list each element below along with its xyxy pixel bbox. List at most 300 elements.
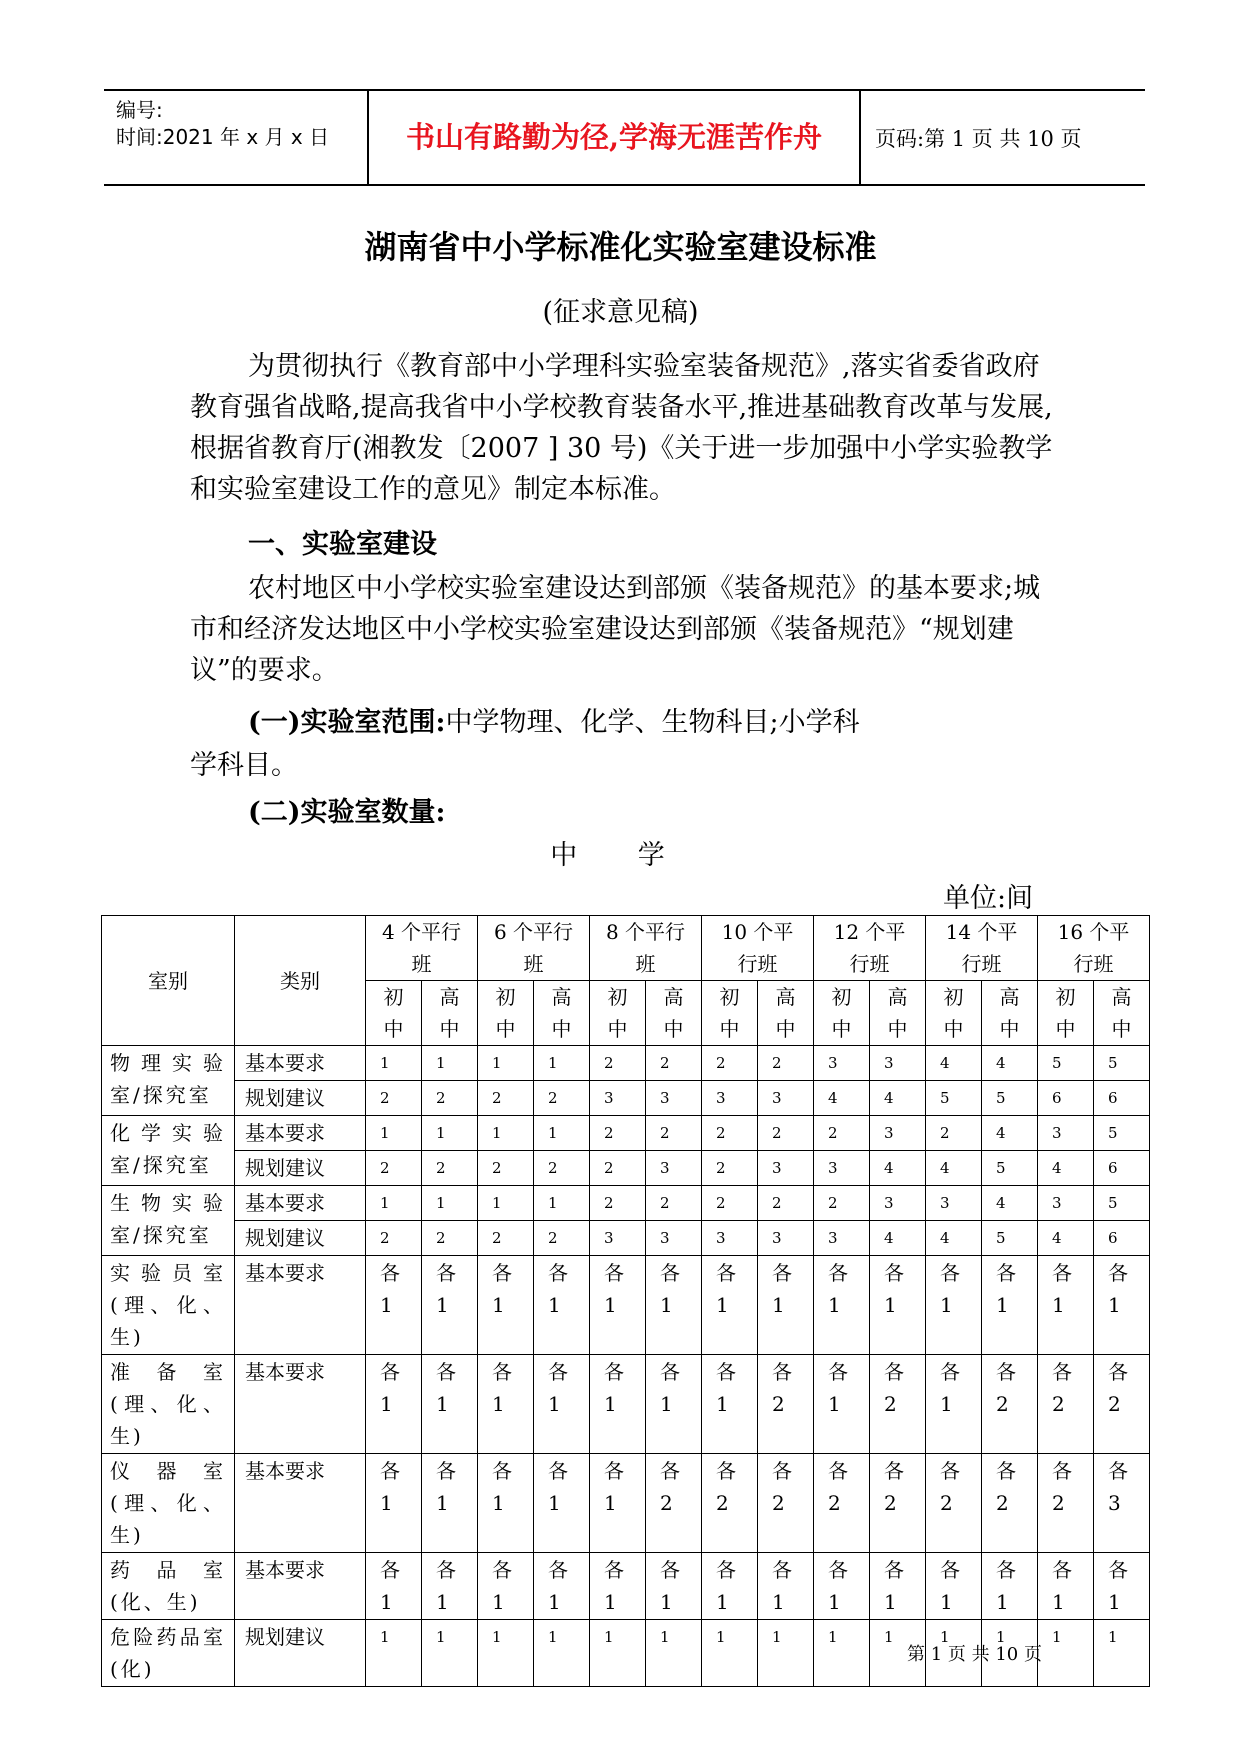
quantity-cell: 2 — [814, 1186, 870, 1221]
quantity-cell — [590, 1454, 646, 1553]
quantity-value: 1 — [436, 1293, 449, 1317]
col-header-level-char: 中 — [999, 1017, 1020, 1041]
col-header-level-char: 中 — [607, 1017, 628, 1041]
quantity-each-char: 各 — [828, 1261, 848, 1285]
section-heading: 一、实验室建设 — [248, 529, 437, 560]
quantity-value: 2 — [1108, 1392, 1121, 1416]
quantity-cell — [478, 1553, 534, 1620]
header-meta-cell — [104, 91, 369, 184]
quantity-cell: 4 — [926, 1151, 982, 1186]
col-header-level-char: 中 — [439, 1017, 460, 1041]
quantity-value: 1 — [1108, 1293, 1121, 1317]
section-paragraph: 农村地区中小学校实验室建设达到部颁《装备规范》的基本要求;城市和经济发达地区中小学校实验室建设达到部颁《装备规范》“规划建议”的要求。 — [190, 573, 1041, 686]
col-header-type: 类别 — [235, 916, 366, 1046]
quantity-cell — [534, 1454, 590, 1553]
quantity-value: 1 — [716, 1293, 729, 1317]
quantity-cell: 3 — [590, 1221, 646, 1256]
quantity-cell — [1094, 1355, 1150, 1454]
room-name-cell: 危险药品室(化) — [102, 1620, 235, 1687]
col-header-level-char: 高 — [887, 985, 908, 1009]
quantity-cell — [422, 1256, 478, 1355]
col-header-level — [982, 981, 1038, 1046]
quantity-cell: 6 — [1038, 1081, 1094, 1116]
quantity-value: 2 — [884, 1392, 897, 1416]
quantity-value: 3 — [1108, 1491, 1121, 1515]
col-header-level-char: 高 — [551, 985, 572, 1009]
quantity-value: 1 — [884, 1590, 897, 1614]
quantity-each-char: 各 — [380, 1459, 400, 1483]
quantity-cell: 4 — [870, 1221, 926, 1256]
table-header-row — [102, 916, 1150, 981]
quantity-cell — [478, 1355, 534, 1454]
quantity-cell — [422, 1355, 478, 1454]
quantity-cell: 1 — [478, 1046, 534, 1081]
quantity-cell: 1 — [534, 1046, 590, 1081]
col-header-group-line1: 8 个平行 — [605, 920, 686, 944]
quantity-cell: 3 — [1038, 1116, 1094, 1151]
quantity-cell: 1 — [422, 1620, 478, 1687]
quantity-value: 1 — [548, 1293, 561, 1317]
quantity-each-char: 各 — [604, 1558, 624, 1582]
quantity-each-char: 各 — [996, 1459, 1016, 1483]
quantity-value: 1 — [436, 1491, 449, 1515]
quantity-value: 1 — [660, 1293, 673, 1317]
quantity-value: 1 — [380, 1491, 393, 1515]
quantity-cell — [646, 1553, 702, 1620]
quantity-cell: 1 — [1038, 1620, 1094, 1687]
quantity-each-char: 各 — [940, 1459, 960, 1483]
col-header-group-line2: 行班 — [961, 952, 1002, 976]
quantity-cell: 3 — [1038, 1186, 1094, 1221]
room-name-cell: 药品室(化、生) — [102, 1553, 235, 1620]
quantity-each-char: 各 — [548, 1261, 568, 1285]
quantity-cell: 2 — [590, 1186, 646, 1221]
col-header-level-char: 中 — [495, 1017, 516, 1041]
quantity-cell — [366, 1355, 422, 1454]
quantity-cell: 2 — [422, 1221, 478, 1256]
quantity-each-char: 各 — [772, 1261, 792, 1285]
col-header-level — [590, 981, 646, 1046]
quantity-cell: 5 — [1094, 1186, 1150, 1221]
quantity-heading: (二)实验室数量: — [248, 797, 446, 828]
quantity-value: 1 — [436, 1392, 449, 1416]
quantity-value: 1 — [940, 1590, 953, 1614]
table-row — [102, 1553, 1150, 1620]
col-header-level — [478, 981, 534, 1046]
quantity-cell: 2 — [758, 1116, 814, 1151]
col-header-group — [702, 916, 814, 981]
quantity-cell: 1 — [702, 1620, 758, 1687]
col-header-level — [926, 981, 982, 1046]
quantity-value: 1 — [492, 1293, 505, 1317]
quantity-cell: 2 — [590, 1046, 646, 1081]
col-header-group — [926, 916, 1038, 981]
quantity-cell: 2 — [646, 1186, 702, 1221]
quantity-cell: 2 — [478, 1151, 534, 1186]
quantity-cell: 2 — [758, 1186, 814, 1221]
quantity-cell: 2 — [702, 1046, 758, 1081]
table-row — [102, 1186, 1150, 1221]
quantity-cell — [590, 1256, 646, 1355]
col-header-level-char: 中 — [719, 1017, 740, 1041]
quantity-value: 1 — [1052, 1293, 1065, 1317]
category-cell: 规划建议 — [235, 1620, 366, 1687]
quantity-value: 1 — [660, 1590, 673, 1614]
quantity-each-char: 各 — [604, 1261, 624, 1285]
quantity-each-char: 各 — [492, 1261, 512, 1285]
header-motto: 书山有路勤为径,学海无涯苦作舟 — [405, 120, 823, 154]
document-time-label: 时间:2021 年 x 月 x 日 — [116, 125, 330, 149]
quantity-cell — [534, 1355, 590, 1454]
col-header-room: 室别 — [102, 916, 235, 1046]
quantity-cell: 3 — [870, 1186, 926, 1221]
col-header-level-char: 中 — [831, 1017, 852, 1041]
quantity-value: 1 — [828, 1293, 841, 1317]
table-row — [102, 1221, 1150, 1256]
quantity-value: 1 — [380, 1293, 393, 1317]
col-header-level-char: 高 — [439, 985, 460, 1009]
quantity-cell — [926, 1256, 982, 1355]
quantity-cell: 2 — [478, 1221, 534, 1256]
quantity-value: 1 — [940, 1293, 953, 1317]
quantity-cell — [926, 1355, 982, 1454]
quantity-cell — [1038, 1256, 1094, 1355]
room-name-cell: 化学实验室/探究室 — [102, 1116, 235, 1186]
quantity-cell: 2 — [702, 1151, 758, 1186]
quantity-value: 2 — [772, 1491, 785, 1515]
quantity-cell — [422, 1553, 478, 1620]
quantity-cell — [1038, 1454, 1094, 1553]
quantity-cell — [1094, 1553, 1150, 1620]
quantity-cell — [814, 1454, 870, 1553]
quantity-cell — [926, 1553, 982, 1620]
quantity-cell: 1 — [478, 1186, 534, 1221]
quantity-cell — [366, 1553, 422, 1620]
table-caption: 中 学 — [550, 840, 691, 871]
quantity-cell: 2 — [590, 1151, 646, 1186]
quantity-cell: 6 — [1094, 1151, 1150, 1186]
table-row — [102, 1151, 1150, 1186]
quantity-each-char: 各 — [436, 1360, 456, 1384]
quantity-value: 1 — [548, 1590, 561, 1614]
page-footer: 第 1 页 共 10 页 — [907, 1644, 1042, 1665]
quantity-cell: 2 — [534, 1151, 590, 1186]
quantity-each-char: 各 — [996, 1558, 1016, 1582]
quantity-value: 1 — [548, 1491, 561, 1515]
quantity-each-char: 各 — [884, 1558, 904, 1582]
col-header-group-line1: 6 个平行 — [493, 920, 574, 944]
col-header-level-char: 初 — [607, 985, 628, 1009]
quantity-cell — [702, 1355, 758, 1454]
document-subtitle: (征求意见稿) — [542, 297, 699, 328]
quantity-cell: 2 — [926, 1116, 982, 1151]
quantity-each-char: 各 — [772, 1459, 792, 1483]
quantity-each-char: 各 — [380, 1261, 400, 1285]
quantity-value: 2 — [772, 1392, 785, 1416]
quantity-value: 1 — [436, 1590, 449, 1614]
quantity-cell: 6 — [1094, 1081, 1150, 1116]
quantity-each-char: 各 — [492, 1360, 512, 1384]
quantity-each-char: 各 — [716, 1558, 736, 1582]
quantity-cell: 2 — [758, 1046, 814, 1081]
category-cell: 基本要求 — [235, 1553, 366, 1620]
quantity-cell: 3 — [814, 1046, 870, 1081]
col-header-level — [534, 981, 590, 1046]
quantity-cell: 3 — [646, 1081, 702, 1116]
quantity-each-char: 各 — [772, 1558, 792, 1582]
quantity-value: 1 — [772, 1590, 785, 1614]
quantity-each-char: 各 — [716, 1261, 736, 1285]
col-header-level-char: 中 — [943, 1017, 964, 1041]
quantity-cell: 1 — [814, 1620, 870, 1687]
quantity-cell: 3 — [702, 1081, 758, 1116]
quantity-cell: 2 — [590, 1116, 646, 1151]
quantity-cell: 2 — [534, 1221, 590, 1256]
category-cell: 规划建议 — [235, 1151, 366, 1186]
unit-label: 单位:间 — [943, 883, 1034, 914]
col-header-level-char: 中 — [663, 1017, 684, 1041]
quantity-each-char: 各 — [940, 1360, 960, 1384]
scope-text-continued: 学科目。 — [190, 750, 298, 781]
quantity-value: 1 — [1052, 1590, 1065, 1614]
quantity-cell: 5 — [1094, 1116, 1150, 1151]
quantity-value: 1 — [380, 1590, 393, 1614]
col-header-group — [366, 916, 478, 981]
quantity-cell: 2 — [478, 1081, 534, 1116]
col-header-group-line2: 行班 — [737, 952, 778, 976]
quantity-cell: 1 — [534, 1116, 590, 1151]
col-header-level — [758, 981, 814, 1046]
category-cell: 规划建议 — [235, 1221, 366, 1256]
quantity-value: 1 — [716, 1392, 729, 1416]
quantity-value: 2 — [828, 1491, 841, 1515]
quantity-each-char: 各 — [660, 1360, 680, 1384]
quantity-cell: 1 — [758, 1620, 814, 1687]
quantity-cell: 3 — [646, 1151, 702, 1186]
col-header-group-line1: 4 个平行 — [381, 920, 462, 944]
quantity-cell: 5 — [926, 1081, 982, 1116]
quantity-cell: 3 — [870, 1116, 926, 1151]
quantity-each-char: 各 — [1108, 1558, 1128, 1582]
quantity-each-char: 各 — [1108, 1360, 1128, 1384]
quantity-cell — [1038, 1355, 1094, 1454]
quantity-cell: 1 — [646, 1620, 702, 1687]
quantity-cell: 1 — [870, 1620, 926, 1687]
quantity-value: 2 — [660, 1491, 673, 1515]
quantity-cell: 3 — [814, 1221, 870, 1256]
col-header-group — [590, 916, 702, 981]
quantity-cell: 5 — [982, 1151, 1038, 1186]
quantity-cell — [814, 1553, 870, 1620]
quantity-each-char: 各 — [660, 1558, 680, 1582]
quantity-cell: 2 — [422, 1151, 478, 1186]
quantity-cell — [646, 1256, 702, 1355]
quantity-cell — [870, 1256, 926, 1355]
quantity-cell: 5 — [982, 1221, 1038, 1256]
quantity-cell — [758, 1454, 814, 1553]
quantity-cell — [422, 1454, 478, 1553]
col-header-level-char: 中 — [1111, 1017, 1132, 1041]
quantity-cell: 4 — [982, 1116, 1038, 1151]
quantity-cell — [870, 1553, 926, 1620]
quantity-each-char: 各 — [548, 1360, 568, 1384]
col-header-level-char: 高 — [999, 985, 1020, 1009]
category-cell: 基本要求 — [235, 1256, 366, 1355]
lab-quantity-table — [101, 915, 1150, 1687]
quantity-cell: 4 — [870, 1081, 926, 1116]
quantity-each-char: 各 — [380, 1360, 400, 1384]
quantity-cell: 1 — [590, 1620, 646, 1687]
quantity-cell — [478, 1256, 534, 1355]
quantity-cell: 1 — [926, 1620, 982, 1687]
quantity-value: 1 — [492, 1392, 505, 1416]
quantity-cell: 4 — [982, 1046, 1038, 1081]
col-header-level — [870, 981, 926, 1046]
col-header-level-char: 高 — [775, 985, 796, 1009]
quantity-value: 1 — [884, 1293, 897, 1317]
header-motto-cell — [369, 91, 861, 184]
intro-paragraph: 为贯彻执行《教育部中小学理科实验室装备规范》,落实省委省政府教育强省战略,提高我省中小学校教育装备水平,推进基础教育改革与发展,根据省教育厅(湘教发〔2007 ] 30 号)《关于进一步加强中小学实验教学和实验室建设工作的意见》制定本标准。 — [190, 351, 1053, 505]
quantity-cell: 3 — [926, 1186, 982, 1221]
quantity-cell: 2 — [366, 1151, 422, 1186]
quantity-each-char: 各 — [940, 1558, 960, 1582]
quantity-each-char: 各 — [604, 1360, 624, 1384]
quantity-each-char: 各 — [436, 1558, 456, 1582]
col-header-group-line2: 行班 — [849, 952, 890, 976]
quantity-each-char: 各 — [660, 1261, 680, 1285]
category-cell: 基本要求 — [235, 1355, 366, 1454]
col-header-group-line1: 10 个平 — [721, 920, 794, 944]
quantity-each-char: 各 — [1052, 1558, 1072, 1582]
quantity-cell — [870, 1454, 926, 1553]
quantity-cell: 2 — [366, 1221, 422, 1256]
quantity-each-char: 各 — [884, 1459, 904, 1483]
quantity-each-char: 各 — [716, 1459, 736, 1483]
quantity-value: 1 — [828, 1392, 841, 1416]
category-cell: 基本要求 — [235, 1186, 366, 1221]
quantity-value: 1 — [604, 1293, 617, 1317]
quantity-cell: 1 — [534, 1620, 590, 1687]
quantity-value: 2 — [996, 1491, 1009, 1515]
quantity-cell: 1 — [422, 1046, 478, 1081]
quantity-each-char: 各 — [996, 1360, 1016, 1384]
quantity-cell: 4 — [814, 1081, 870, 1116]
quantity-cell — [1038, 1553, 1094, 1620]
quantity-each-char: 各 — [996, 1261, 1016, 1285]
quantity-cell: 5 — [1094, 1046, 1150, 1081]
quantity-cell — [870, 1355, 926, 1454]
scope-line — [248, 700, 860, 739]
table-row — [102, 1046, 1150, 1081]
header-page-info: 页码:第 1 页 共 10 页 — [875, 127, 1082, 151]
quantity-value: 1 — [828, 1590, 841, 1614]
quantity-cell — [1094, 1256, 1150, 1355]
quantity-each-char: 各 — [1052, 1261, 1072, 1285]
quantity-each-char: 各 — [1108, 1459, 1128, 1483]
quantity-each-char: 各 — [1052, 1459, 1072, 1483]
quantity-cell: 2 — [646, 1116, 702, 1151]
quantity-cell: 3 — [870, 1046, 926, 1081]
quantity-cell: 5 — [1038, 1046, 1094, 1081]
col-header-level — [702, 981, 758, 1046]
col-header-level-char: 中 — [383, 1017, 404, 1041]
col-header-level-char: 初 — [383, 985, 404, 1009]
quantity-cell — [366, 1454, 422, 1553]
quantity-value: 1 — [940, 1392, 953, 1416]
col-header-level-char: 初 — [831, 985, 852, 1009]
quantity-cell: 4 — [926, 1221, 982, 1256]
document-number-label: 编号: — [116, 98, 163, 122]
quantity-each-char: 各 — [828, 1558, 848, 1582]
quantity-value: 1 — [660, 1392, 673, 1416]
category-cell: 规划建议 — [235, 1081, 366, 1116]
col-header-group-line1: 14 个平 — [945, 920, 1018, 944]
page-header — [104, 89, 1145, 186]
quantity-cell: 4 — [1038, 1151, 1094, 1186]
quantity-cell — [646, 1355, 702, 1454]
table-row — [102, 1454, 1150, 1553]
quantity-each-char: 各 — [772, 1360, 792, 1384]
quantity-cell — [702, 1454, 758, 1553]
quantity-cell — [982, 1256, 1038, 1355]
col-header-group-line1: 16 个平 — [1057, 920, 1130, 944]
header-page-cell — [861, 91, 1145, 184]
quantity-cell — [534, 1553, 590, 1620]
table-row — [102, 1116, 1150, 1151]
col-header-level — [422, 981, 478, 1046]
quantity-value: 2 — [996, 1392, 1009, 1416]
col-header-level — [814, 981, 870, 1046]
quantity-each-char: 各 — [492, 1558, 512, 1582]
col-header-level — [1094, 981, 1150, 1046]
col-header-level-char: 中 — [1055, 1017, 1076, 1041]
room-name-cell: 实验员室(理、化、生) — [102, 1256, 235, 1355]
quantity-value: 1 — [604, 1392, 617, 1416]
quantity-each-char: 各 — [940, 1261, 960, 1285]
quantity-cell — [926, 1454, 982, 1553]
quantity-cell: 2 — [422, 1081, 478, 1116]
quantity-cell: 2 — [534, 1081, 590, 1116]
quantity-value: 2 — [884, 1491, 897, 1515]
col-header-level-char: 初 — [1055, 985, 1076, 1009]
quantity-cell — [982, 1454, 1038, 1553]
quantity-each-char: 各 — [380, 1558, 400, 1582]
quantity-cell — [534, 1256, 590, 1355]
quantity-each-char: 各 — [828, 1360, 848, 1384]
quantity-each-char: 各 — [716, 1360, 736, 1384]
col-header-level-char: 初 — [719, 985, 740, 1009]
quantity-cell: 3 — [814, 1151, 870, 1186]
quantity-value: 1 — [716, 1590, 729, 1614]
quantity-cell — [814, 1256, 870, 1355]
quantity-cell: 2 — [366, 1081, 422, 1116]
category-cell: 基本要求 — [235, 1116, 366, 1151]
quantity-cell: 1 — [366, 1620, 422, 1687]
col-header-group — [1038, 916, 1150, 981]
col-header-group-line2: 行班 — [1073, 952, 1114, 976]
quantity-cell: 1 — [366, 1046, 422, 1081]
quantity-cell: 3 — [758, 1221, 814, 1256]
quantity-cell — [814, 1355, 870, 1454]
quantity-cell — [1094, 1454, 1150, 1553]
quantity-value: 1 — [996, 1590, 1009, 1614]
quantity-cell — [702, 1553, 758, 1620]
quantity-cell: 3 — [758, 1151, 814, 1186]
quantity-cell: 2 — [646, 1046, 702, 1081]
quantity-value: 2 — [716, 1491, 729, 1515]
quantity-cell: 4 — [926, 1046, 982, 1081]
quantity-cell: 4 — [1038, 1221, 1094, 1256]
